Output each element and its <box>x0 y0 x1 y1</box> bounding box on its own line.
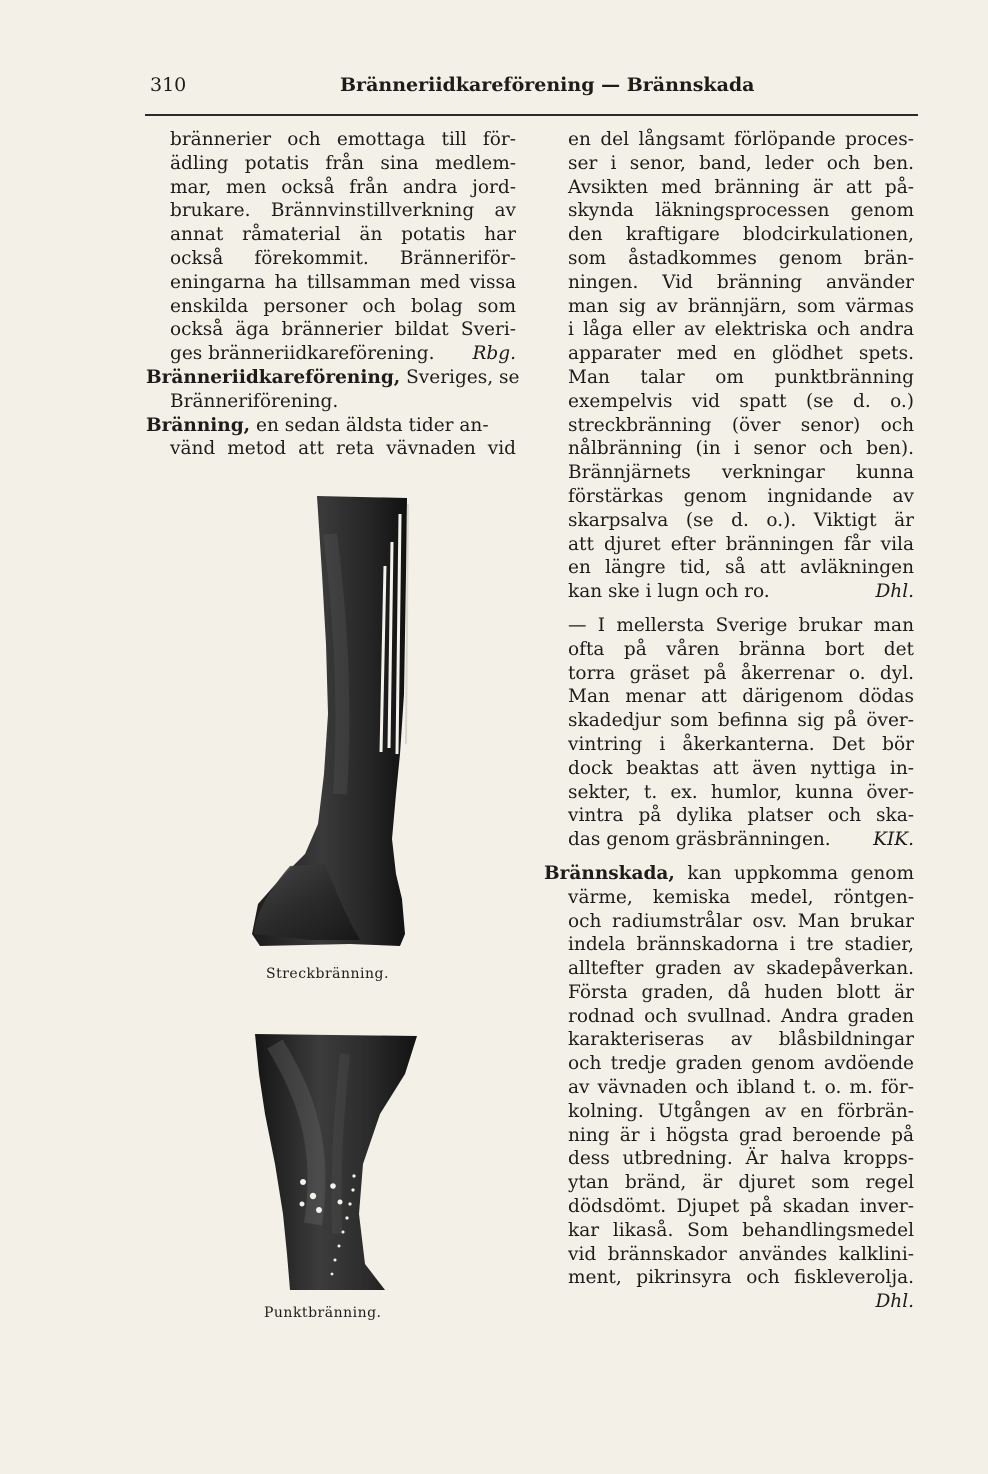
author-signature: Rbg. <box>472 343 516 365</box>
text-line: värme, kemiska medel, röntgen- <box>568 886 914 908</box>
text-line: alltefter graden av skadepåverkan. <box>568 958 914 980</box>
text-line: också förekommit. Bränneriför- <box>170 247 516 269</box>
text-line: att djuret efter bränningen får vila <box>568 533 914 555</box>
entry-heading-line <box>544 862 914 886</box>
text-line: — I mellersta Sverige brukar man <box>568 614 914 636</box>
text-line: skadedjur som befinna sig på över- <box>568 710 914 732</box>
text-line: annat råmaterial än potatis har <box>170 224 516 246</box>
text-line: streckbränning (över senor) och <box>568 414 914 436</box>
text-line: brännerier och emottaga till för- <box>170 129 516 150</box>
text-line: i låga eller av elektriska och andra <box>568 319 914 341</box>
page-header <box>150 74 920 104</box>
text-line: indela brännskadorna i tre stadier, <box>568 934 914 956</box>
text-line: dödsdömt. Djupet på skadan inver- <box>568 1196 914 1218</box>
entry-text-line: Bränneriförening. <box>170 390 339 412</box>
text-line: Brännjärnets verkningar kunna <box>568 462 914 484</box>
text-line: man sig av brännjärn, som värmas <box>568 295 914 317</box>
figure-streckbranning-image <box>250 494 415 952</box>
author-signature: Dhl. <box>875 581 914 603</box>
text-line: av vävnaden och ibland t. o. m. för- <box>568 1077 914 1099</box>
text-line-part: ges bränneriidkareförening. <box>170 343 435 365</box>
entry-text-line: vänd metod att reta vävnaden vid <box>170 438 516 460</box>
entry-headword: Bränneriidkareförening, <box>146 366 401 388</box>
text-line: ment, pikrinsyra och fiskleverolja. <box>568 1267 914 1289</box>
text-line: och radiumstrålar osv. Man brukar <box>568 910 914 932</box>
text-line: ser i senor, band, leder och ben. <box>568 152 914 174</box>
text-line: skarpsalva (se d. o.). Viktigt är <box>568 509 914 531</box>
paragraph-gap <box>568 852 914 862</box>
page-number: 310 <box>150 74 187 96</box>
text-line: rodnad och svullnad. Andra graden <box>568 1005 914 1027</box>
left-column <box>146 128 520 461</box>
text-line: och tredje graden genom avdöende <box>568 1053 914 1075</box>
text-line <box>568 828 914 852</box>
text-line: Första graden, då huden blott är <box>568 981 914 1003</box>
text-line <box>568 580 914 604</box>
text-line: mar, men också från andra jord- <box>170 176 516 198</box>
right-column <box>544 128 914 1314</box>
text-line-part: kan ske i lugn och ro. <box>568 581 770 603</box>
text-line: en längre tid, så att avläkningen <box>568 557 914 579</box>
text-line: vintring i åkerkanterna. Det bör <box>568 733 914 755</box>
text-line: ytan bränd, är djuret som regel <box>568 1172 914 1194</box>
running-title: Bränneriidkareförening — Brännskada <box>340 74 755 96</box>
text-line: karakteriseras av blåsbildningar <box>568 1029 914 1051</box>
text-line: torra gräset på åkerrenar o. dyl. <box>568 662 914 684</box>
text-line: ädling potatis från sina medlem- <box>170 152 516 174</box>
figure-caption-punktbranning: Punktbränning. <box>264 1305 382 1321</box>
header-rule <box>145 114 918 116</box>
text-line: enskilda personer och bolag som <box>170 295 516 317</box>
text-line: vintra på dylika platser och ska- <box>568 805 914 827</box>
text-line <box>170 342 516 366</box>
text-line: apparater med en glödhet spets. <box>568 343 914 365</box>
text-line: ning är i högsta grad beroende på <box>568 1124 914 1146</box>
text-line: kolning. Utgången av en förbrän- <box>568 1100 914 1122</box>
entry-headword: Brännskada, <box>544 862 675 884</box>
text-line: exempelvis vid spatt (se d. o.) <box>568 390 914 412</box>
text-line-part: das genom gräsbränningen. <box>568 829 831 851</box>
text-line: vid brännskador användes kalklini- <box>568 1243 914 1265</box>
entry-text: en sedan äldsta tider an- <box>256 414 489 436</box>
entry-headword: Bränning, <box>146 414 251 436</box>
text-line: skynda läkningsprocessen genom <box>568 200 914 222</box>
entry-heading-line <box>146 414 516 438</box>
text-line: förstärkas genom ingnidande av <box>568 485 914 507</box>
text-line: den kraftigare blodcirkulationen, <box>568 224 914 246</box>
text-line: dock beaktas att även nyttiga in- <box>568 757 914 779</box>
text-line: eningarna ha tillsamman med vissa <box>170 271 516 293</box>
text-line: som åstadkommes genom brän- <box>568 247 914 269</box>
text-line: Man talar om punktbränning <box>568 366 914 388</box>
figure-caption-streckbranning: Streckbränning. <box>266 966 389 982</box>
paragraph-gap <box>568 604 914 614</box>
text-line: Avsikten med bränning är att på- <box>568 176 914 198</box>
text-line: kar likaså. Som behandlingsmedel <box>568 1219 914 1241</box>
entry-text: kan uppkomma genom <box>687 862 914 884</box>
text-line: Man menar att därigenom dödas <box>568 686 914 708</box>
text-line: nålbränning (in i senor och ben). <box>568 438 914 460</box>
text-line: dess utbredning. Är halva kropps- <box>568 1148 914 1170</box>
text-line: ofta på våren bränna bort det <box>568 638 914 660</box>
entry-text: Sveriges, se <box>406 366 520 388</box>
author-signature: Dhl. <box>875 1291 914 1313</box>
text-line: sekter, t. ex. humlor, kunna över- <box>568 781 914 803</box>
author-signature-line <box>568 1290 914 1314</box>
figure-punktbranning-image <box>255 1034 417 1292</box>
text-line: också äga brännerier bildat Sveri- <box>170 319 516 341</box>
entry-heading-line <box>146 366 520 390</box>
text-line: brukare. Brännvinstillverkning av <box>170 200 516 222</box>
author-signature: KIK. <box>873 829 914 851</box>
text-line: ningen. Vid bränning använder <box>568 271 914 293</box>
text-line: en del långsamt förlöpande proces- <box>568 129 914 150</box>
